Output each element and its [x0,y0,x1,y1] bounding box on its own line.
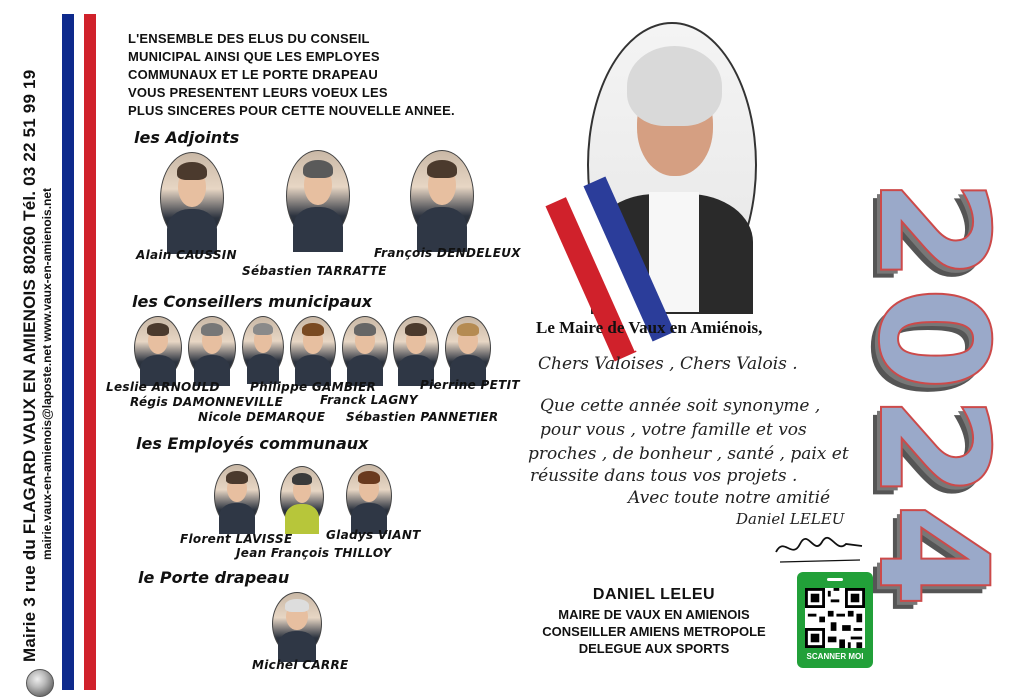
mayor-role: CONSEILLER AMIENS METROPOLE [542,624,766,639]
mayor-role: DELEGUE AUX SPORTS [578,641,730,656]
address-column [0,0,58,700]
section-title-employes: les Employés communaux [136,434,369,453]
flag-stripe-white [74,14,84,690]
person-name: Philippe GAMBIER [250,380,377,394]
mayor-portrait [587,22,757,308]
portrait-photo [272,592,322,656]
portrait-photo [410,150,474,242]
qr-label: SCANNER MOI [806,652,864,661]
address-line: Mairie 3 rue du FLAGARD VAUX EN AMIENOIS 80260 Tél. 03 22 51 99 19 [20,69,39,662]
portrait-photo [393,316,439,380]
person-name: Michel CARRE [252,658,349,672]
person-name: Régis DAMONNEVILLE [130,395,284,409]
portrait-photo [214,464,260,528]
portrait-photo [342,316,388,380]
town-seal-icon [26,669,54,697]
intro-line: PLUS SINCERES POUR CETTE NOUVELLE ANNEE. [128,103,455,118]
portrait-photo [188,316,236,380]
portrait-photo [242,316,284,378]
flag-stripe-red [84,14,96,690]
person-name: Alain CAUSSIN [136,248,237,262]
person-name: Pierrine PETIT [420,378,520,392]
portrait-photo [134,316,182,380]
person-name: Leslie ARNOULD [106,380,220,394]
handwritten-message-line: Que cette année soit synonyme , [540,396,821,416]
year-banner [845,18,1019,678]
mayor-role: MAIRE DE VAUX EN AMIENOIS [558,607,750,622]
intro-line: MUNICIPAL AINSI QUE LES EMPLOYES [128,49,380,64]
handwritten-message-line: pour vous , votre famille et vos [540,420,807,440]
person-name: Nicole DEMARQUE [198,410,326,424]
portrait-photo [160,152,224,244]
handwritten-greeting: Chers Valoises , Chers Valois . [538,354,798,374]
contact-line: mairie.vaux-en-amienois@laposte.net www.vaux-en-amienois.net [40,187,54,560]
year-text: 2024 [845,178,1019,612]
person-name: Franck LAGNY [320,393,418,407]
person-name: Sébastien PANNETIER [346,410,499,424]
section-title-porte-drapeau: le Porte drapeau [138,568,290,587]
mayor-name: DANIEL LELEU [592,586,716,603]
section-title-conseillers: les Conseillers municipaux [132,292,373,311]
portrait-photo [445,316,491,380]
handwritten-signature-name: Daniel LELEU [736,510,845,528]
flag-stripe-blue [62,14,74,690]
person-name: Gladys VIANT [326,528,421,542]
intro-line: L'ENSEMBLE DES ELUS DU CONSEIL [128,31,370,46]
handwritten-message-line: Avec toute notre amitié [628,488,831,508]
mayor-signature-block [520,584,788,657]
handwritten-message-line: proches , de bonheur , santé , paix et [528,444,849,464]
person-name: Sébastien TARRATTE [242,264,387,278]
portrait-photo [290,316,336,380]
intro-line: VOUS PRESENTENT LEURS VOEUX LES [128,85,388,100]
portrait-photo [286,150,350,242]
mayor-heading: Le Maire de Vaux en Amiénois, [536,318,763,337]
greeting-intro [128,30,548,120]
section-title-adjoints: les Adjoints [134,128,240,147]
intro-line: COMMUNAUX ET LE PORTE DRAPEAU [128,67,378,82]
person-name: François DENDELEUX [374,246,521,260]
person-name: Jean François THILLOY [236,546,392,560]
handwritten-message-line: réussite dans tous vos projets . [530,466,798,486]
portrait-photo [280,466,324,528]
portrait-photo [346,464,392,528]
person-name: Florent LAVISSE [180,532,293,546]
